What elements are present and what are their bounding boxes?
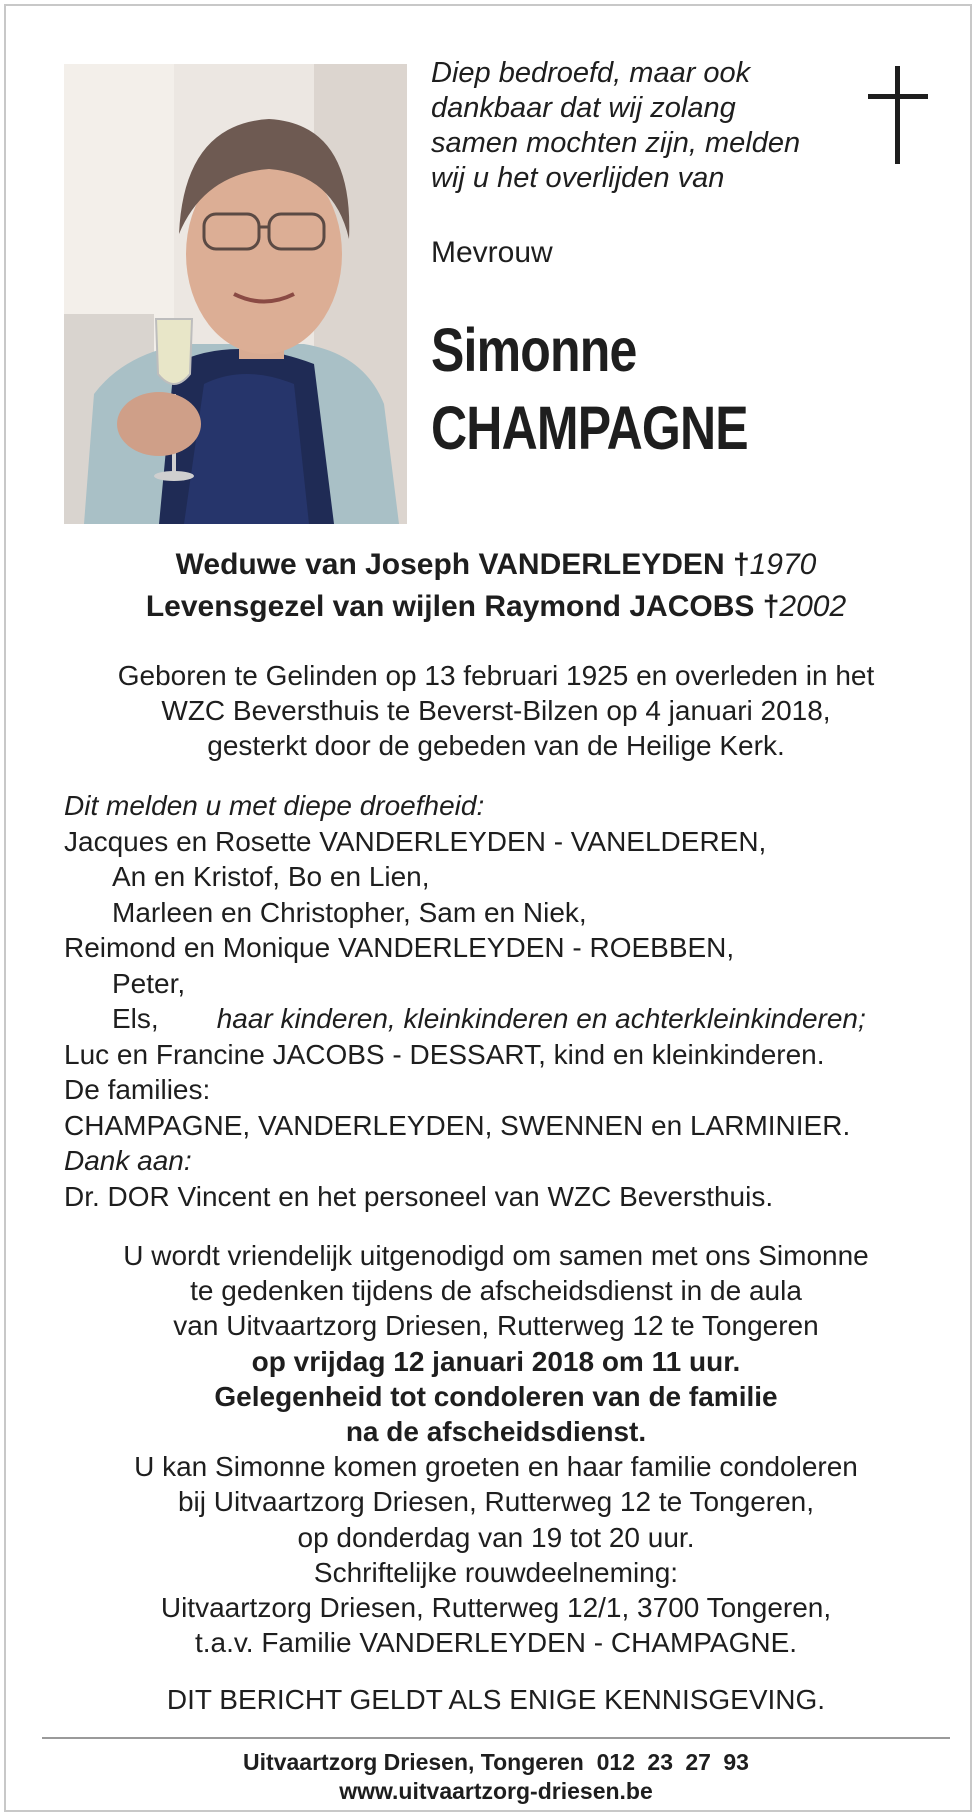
deceased-name: [431, 311, 748, 467]
relation-line: Levensgezel van wijlen Raymond JACOBS †2002: [145, 590, 847, 623]
intro-line: Diep bedroefd, maar ook: [431, 57, 751, 89]
family-line: An en Kristof, Bo en Lien,: [112, 861, 430, 892]
family-line: Luc en Francine JACOBS - DESSART, kind en kleinkinderen.: [64, 1038, 825, 1070]
ceremony-details: U wordt vriendelijk uitgenodigd om samen met ons Simonne te gedenken tijdens de afscheidsdienst in de aula van Uitvaartzorg Driesen, Rutterweg 12 te Tongeren op vrijdag 12 januari 2018 om 11 uur. Gelegenheid tot condoleren van de familie na de afscheidsdienst. U kan Simonne komen groeten en haar familie condoleren bij Uitvaartzorg Driesen, Rutterweg 12 te Tongeren, op donderdag van 19 tot 20 uur. Schriftelijke rouwdeelneming: Uitvaartzorg Driesen, Rutterweg 12/1, 3700 Tongeren, t.a.v. Familie VANDERLEYDEN - CHAMPAGNE.: [6, 1238, 980, 1660]
intro-line: samen mochten zijn, melden: [431, 127, 801, 159]
family-line: Marleen en Christopher, Sam en Niek,: [112, 896, 587, 928]
family-line: Jacques en Rosette VANDERLEYDEN - VANELDEREN,: [64, 825, 767, 857]
relations: [6, 544, 980, 628]
family-line: Els, haar kinderen, kleinkinderen en achterkleinkinderen;: [112, 1003, 866, 1034]
divider: [42, 1737, 950, 1739]
intro-line: wij u het overlijden van: [431, 162, 725, 194]
family-line: De families:: [64, 1074, 211, 1105]
family-role: haar kinderen, kleinkinderen en achterkleinkinderen;: [216, 1003, 866, 1034]
funeral-home-line: Uitvaartzorg Driesen, Tongeren 012 23 27 93: [243, 1749, 749, 1775]
notice: DIT BERICHT GELDT ALS ENIGE KENNISGEVING.: [166, 1684, 826, 1715]
first-name: Simonne: [431, 316, 637, 384]
relation-line: Weduwe van Joseph VANDERLEYDEN †1970: [175, 548, 817, 581]
intro-line: dankbaar dat wij zolang: [431, 92, 736, 124]
family-intro: Dit melden u met diepe droefheid:: [64, 790, 485, 821]
ceremony-date: op vrijdag 12 januari 2018 om 11 uur.: [251, 1345, 741, 1377]
family-list: [64, 788, 964, 1214]
relation-year: 2002: [779, 590, 847, 623]
phone-number: 012 23 27 93: [596, 1749, 749, 1775]
birth-death-details: Geboren te Gelinden op 13 februari 1925 en overleden in het WZC Beversthuis te Beverst-Bilzen op 4 januari 2018, gesterkt door de gebeden van de Heilige Kerk.: [117, 660, 875, 761]
thanks-line: Dr. DOR Vincent en het personeel van WZC Beversthuis.: [64, 1180, 774, 1212]
salutation: Mevrouw: [431, 236, 553, 269]
family-line: Peter,: [112, 967, 186, 999]
cross-icon: [868, 66, 928, 166]
portrait-photo: [64, 64, 407, 524]
obituary-card: [4, 4, 972, 1812]
family-line: Reimond en Monique VANDERLEYDEN - ROEBBEN,: [64, 932, 735, 963]
intro-text: [431, 56, 851, 196]
family-line: CHAMPAGNE, VANDERLEYDEN, SWENNEN en LARMINIER.: [64, 1109, 851, 1141]
relation-year: 1970: [749, 548, 817, 581]
thanks-label: Dank aan:: [64, 1145, 192, 1176]
last-name: CHAMPAGNE: [431, 394, 748, 462]
footer: [6, 1748, 980, 1806]
website-link[interactable]: www.uitvaartzorg-driesen.be: [339, 1778, 653, 1804]
